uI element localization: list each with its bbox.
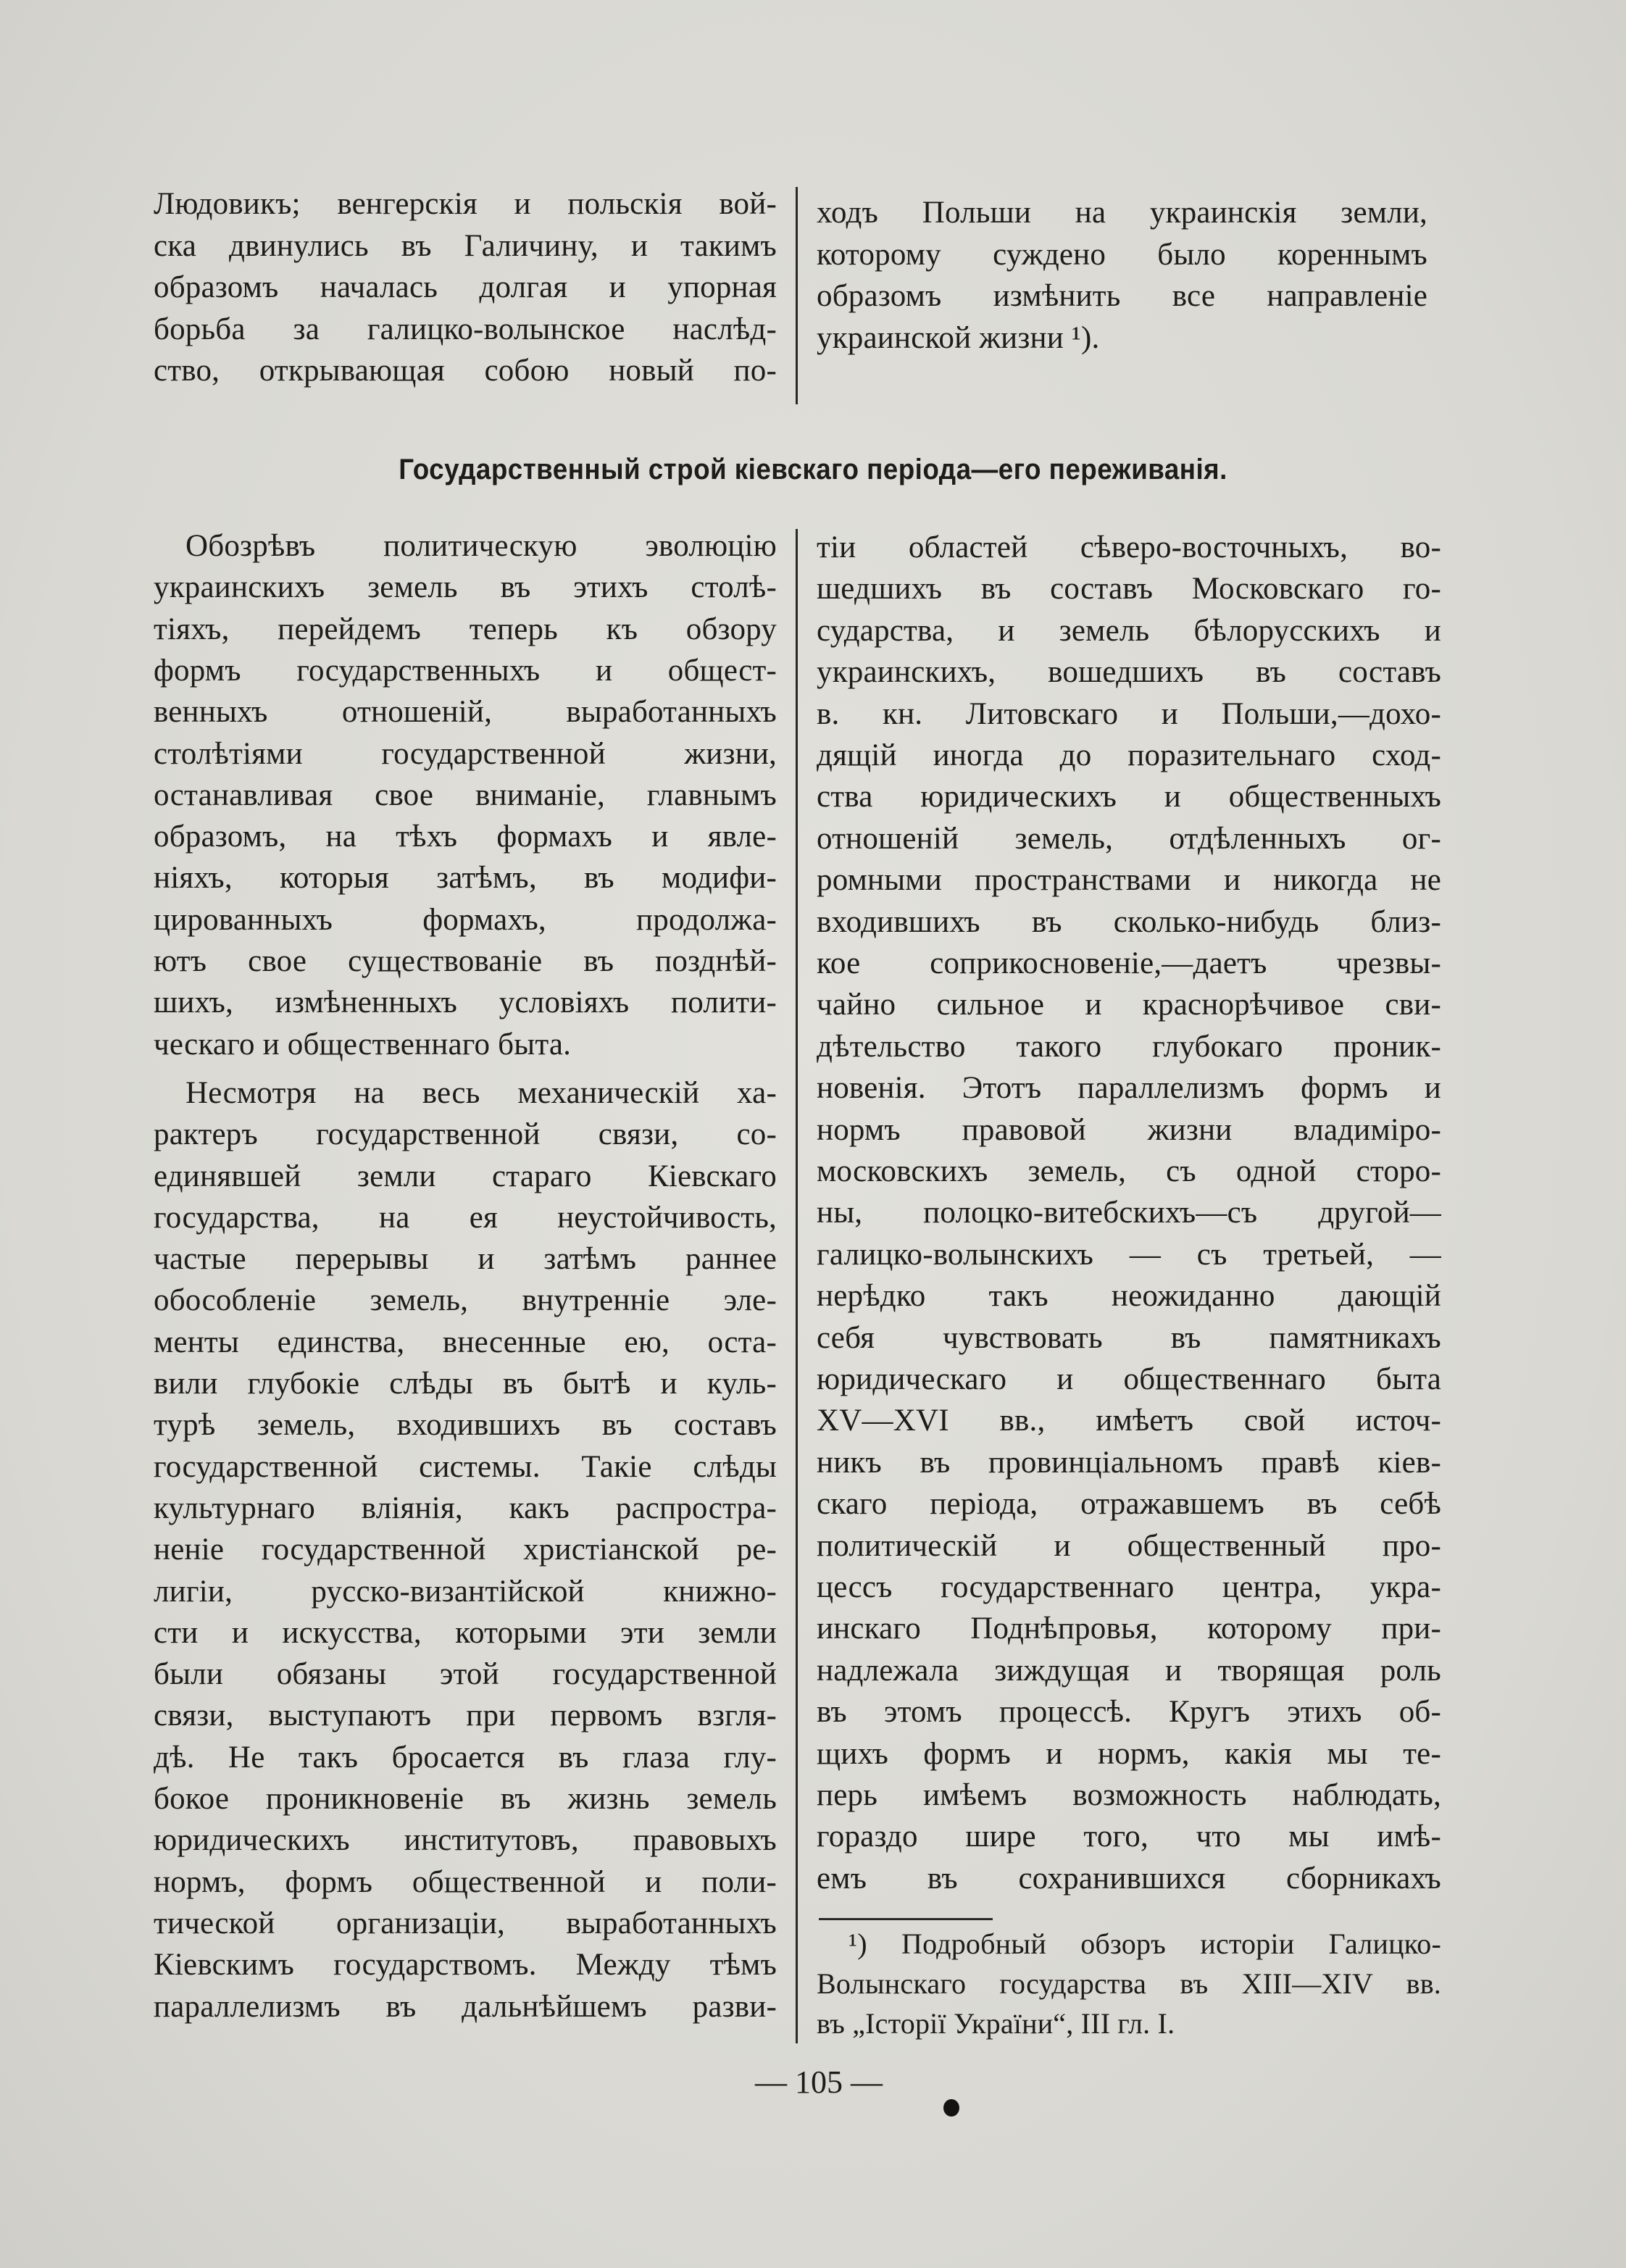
text-line: емъ въ сохранившихся сборникахъ [817,1861,1441,1896]
footnote-rule [819,1918,993,1920]
text-line: ска двинулись въ Галичину, и такимъ [154,228,777,263]
text-line: надлежала зиждущая и творящая роль [817,1653,1441,1688]
text-line: сти и искусства, которыми эти земли [154,1615,777,1650]
page-number: — 105 — [755,2064,883,2100]
text-line: себя чувствовать въ памятникахъ [817,1320,1441,1355]
text-line: перь имѣемъ возможность наблюдать, [817,1778,1441,1812]
text-line: рактеръ государственной связи, со- [154,1117,777,1152]
text-line: турѣ земель, входившихъ въ составъ [154,1408,777,1443]
text-line: новенія. Этотъ параллелизмъ формъ и [817,1071,1441,1106]
footnote-line: ¹) Подробный обзоръ исторіи Галицко- [849,1927,1441,1960]
text-line: параллелизмъ въ дальнѣйшемъ разви- [154,1989,777,2024]
text-line: частые перерывы и затѣмъ раннее [154,1242,777,1277]
text-line: ніяхъ, которыя затѣмъ, въ модифи- [154,861,777,896]
text-line: культурнаго вліянія, какъ распростра- [154,1491,777,1525]
text-line: борьба за галицко-волынское наслѣд- [154,312,777,346]
text-line: XV—XVI вв., имѣетъ свой источ- [817,1404,1441,1438]
text-line: ство, открывающая собою новый по- [154,354,777,388]
text-line: въ этомъ процессѣ. Кругъ этихъ об- [817,1695,1441,1730]
text-line: останавливая свое вниманіе, главнымъ [154,777,777,812]
top-column-rule [796,187,798,404]
text-line: сударства, и земель бѣлорусскихъ и [817,613,1441,648]
text-line: шедшихъ въ составъ Московскаго го- [817,572,1441,606]
text-line: государственной системы. Такіе слѣды [154,1449,777,1484]
text-line: лигіи, русско-византійской книжно- [154,1574,777,1609]
text-line: украинскихъ, вошедшихъ въ составъ [817,655,1441,690]
text-line: кое соприкосновеніе,—даетъ чрезвы- [817,946,1441,980]
text-line: Людовикъ; венгерскія и польскія вой- [154,187,777,221]
text-line: образомъ началась долгая и упорная [154,270,777,304]
text-line: нерѣдко такъ неожиданно дающій [817,1279,1441,1314]
text-line: шихъ, измѣненныхъ условіяхъ полити- [154,985,777,1020]
section-heading: Государственный строй кіевскаго періода—его переживанія. [399,454,1227,485]
text-line: ходъ Польши на украинскія земли, [817,196,1427,230]
text-line: столѣтіями государственной жизни, [154,736,777,771]
text-line: Кіевскимъ государствомъ. Между тѣмъ [154,1948,777,1983]
text-line: украинскихъ земель въ этихъ столѣ- [154,570,777,605]
text-line: скаго періода, отражавшемъ въ себѣ [817,1487,1441,1522]
text-line: менты единства, внесенные ею, оста- [154,1325,777,1359]
text-line: ства юридическихъ и общественныхъ [817,780,1441,814]
text-line: неніе государственной христіанской ре- [154,1533,777,1567]
text-line: чайно сильное и краснорѣчивое сви- [817,988,1441,1022]
text-line: дѣ. Не такъ бросается въ глаза глу- [154,1740,777,1775]
text-line: инскаго Поднѣпровья, которому при- [817,1612,1441,1646]
text-line: цированныхъ формахъ, продолжа- [154,902,777,937]
text-line: вили глубокіе слѣды въ бытѣ и куль- [154,1367,777,1401]
text-line: цессъ государственнаго центра, укра- [817,1570,1441,1604]
text-line: дѣтельство такого глубокаго проник- [817,1029,1441,1064]
footnote-line: Волынскаго государства въ XIII—XIV вв. [817,1967,1441,2000]
text-line: никъ въ провинціальномъ правѣ кіев- [817,1445,1441,1480]
text-line: в. кн. Литовскаго и Польши,—дохо- [817,696,1441,731]
text-line: юридическихъ институтовъ, правовыхъ [154,1823,777,1858]
text-line: были обязаны этой государственной [154,1657,777,1692]
text-line: Несмотря на весь механическій ха- [185,1075,777,1110]
text-line: образомъ, на тѣхъ формахъ и явле- [154,820,777,854]
text-line: тіи областей сѣверо-восточныхъ, во- [817,530,1441,564]
text-line: обособленіе земель, внутренніе эле- [154,1283,777,1318]
text-line: ны, полоцко-витебскихъ—съ другой— [817,1196,1441,1230]
text-line: бокое проникновеніе въ жизнь земель [154,1782,777,1816]
text-line: тіяхъ, перейдемъ теперь къ обзору [154,612,777,646]
text-line: ромными пространствами и никогда не [817,863,1441,898]
text-line: отношеній земель, отдѣленныхъ ог- [817,821,1441,856]
text-line: тической организаціи, выработанныхъ [154,1906,777,1940]
text-line: единявшей земли стараго Кіевскаго [154,1159,777,1193]
text-line: связи, выступаютъ при первомъ взгля- [154,1698,777,1733]
text-line: галицко-волынскихъ — съ третьей, — [817,1237,1441,1272]
text-line: ютъ свое существованіе въ позднѣй- [154,944,777,978]
main-column-rule [796,529,798,2043]
text-line: юридическаго и общественнаго быта [817,1362,1441,1396]
text-line: ческаго и общественнаго быта. [154,1027,572,1062]
text-line: дящій иногда до поразительнаго сход- [817,738,1441,772]
text-line: государства, на ея неустойчивость, [154,1200,777,1235]
ink-spot [943,2099,959,2117]
text-line: политическій и общественный про- [817,1528,1441,1563]
text-line: щихъ формъ и нормъ, какія мы те- [817,1736,1441,1771]
text-line: украинской жизни ¹). [817,320,1100,355]
text-line: московскихъ земель, съ одной сторо- [817,1154,1441,1188]
text-line: формъ государственныхъ и общест- [154,653,777,688]
text-line: которому суждено было кореннымъ [817,237,1427,272]
footnote-line: въ „Історії України“, III гл. I. [817,2007,1175,2040]
text-line: образомъ измѣнить все направленіе [817,279,1427,313]
text-line: венныхъ отношеній, выработанныхъ [154,695,777,730]
text-line: входившихъ въ сколько-нибудь близ- [817,904,1441,939]
text-line: нормъ, формъ общественной и поли- [154,1864,777,1899]
text-line: нормъ правовой жизни владиміро- [817,1112,1441,1147]
text-line: гораздо шире того, что мы имѣ- [817,1819,1441,1854]
text-line: Обозрѣвъ политическую эволюцію [185,529,777,563]
